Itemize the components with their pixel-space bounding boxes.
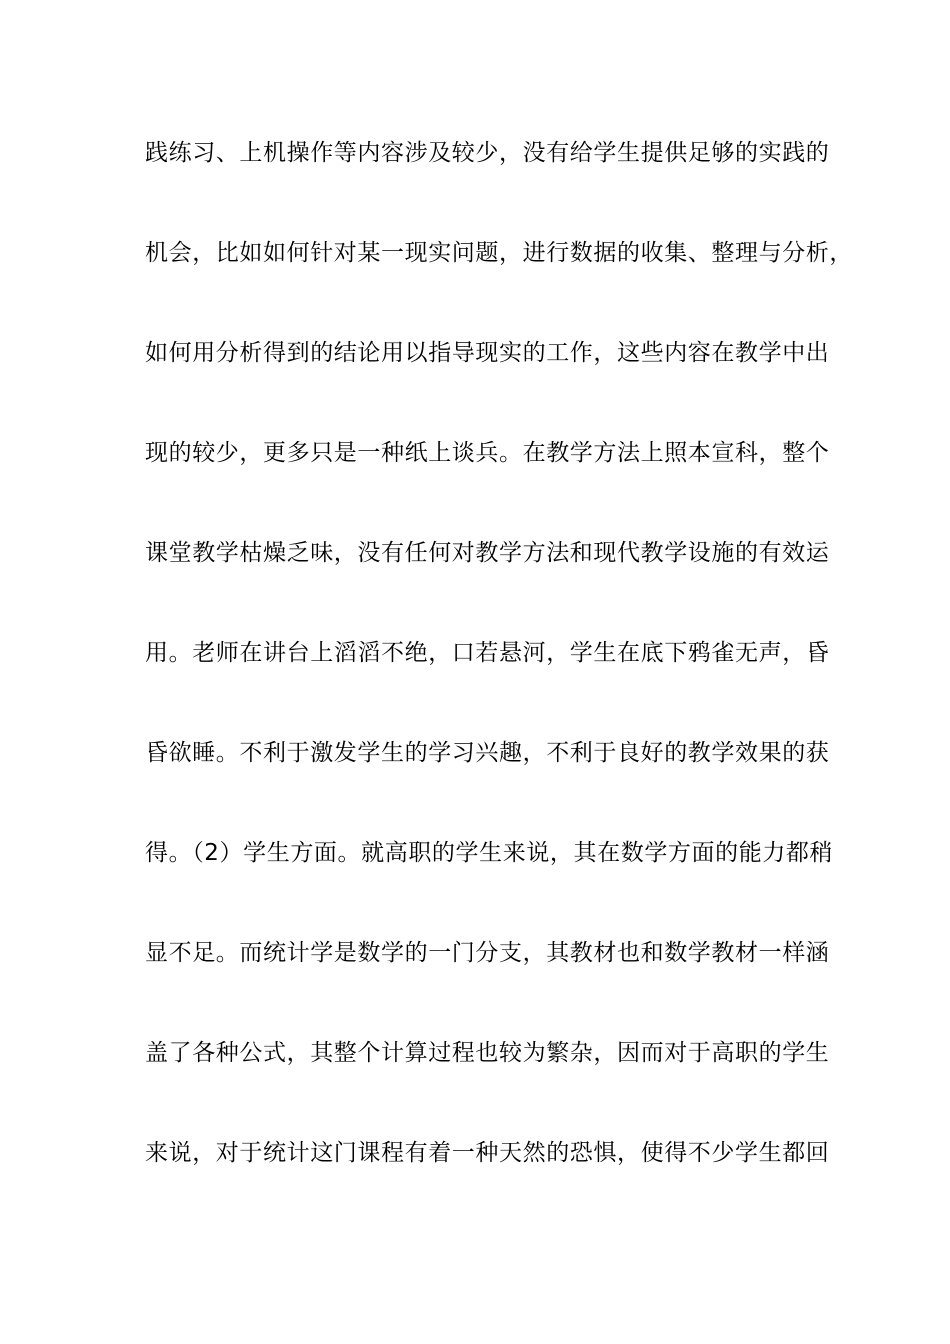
text-line-4: 现的较少，更多只是一种纸上谈兵。在教学方法上照本宣科，整个 xyxy=(145,440,830,466)
text-line-2: 机会，比如如何针对某一现实问题，进行数据的收集、整理与分析， xyxy=(145,240,853,266)
text-line-7: 昏欲睡。不利于激发学生的学习兴趣，不利于良好的教学效果的获 xyxy=(145,740,830,766)
text-line-8: 得。（2）学生方面。就高职的学生来说，其在数学方面的能力都稍 xyxy=(145,840,834,866)
text-line-10: 盖了各种公式，其整个计算过程也较为繁杂，因而对于高职的学生 xyxy=(145,1040,830,1066)
text-line-6: 用。老师在讲台上滔滔不绝，口若悬河，学生在底下鸦雀无声，昏 xyxy=(145,640,830,666)
text-line-5: 课堂教学枯燥乏味，没有任何对教学方法和现代教学设施的有效运 xyxy=(145,540,830,566)
text-line-1: 践练习、上机操作等内容涉及较少，没有给学生提供足够的实践的 xyxy=(145,140,830,166)
text-line-11: 来说，对于统计这门课程有着一种天然的恐惧，使得不少学生都回 xyxy=(145,1140,830,1166)
text-line-3: 如何用分析得到的结论用以指导现实的工作，这些内容在教学中出 xyxy=(145,340,830,366)
text-line-9: 显不足。而统计学是数学的一门分支，其教材也和数学教材一样涵 xyxy=(145,940,830,966)
